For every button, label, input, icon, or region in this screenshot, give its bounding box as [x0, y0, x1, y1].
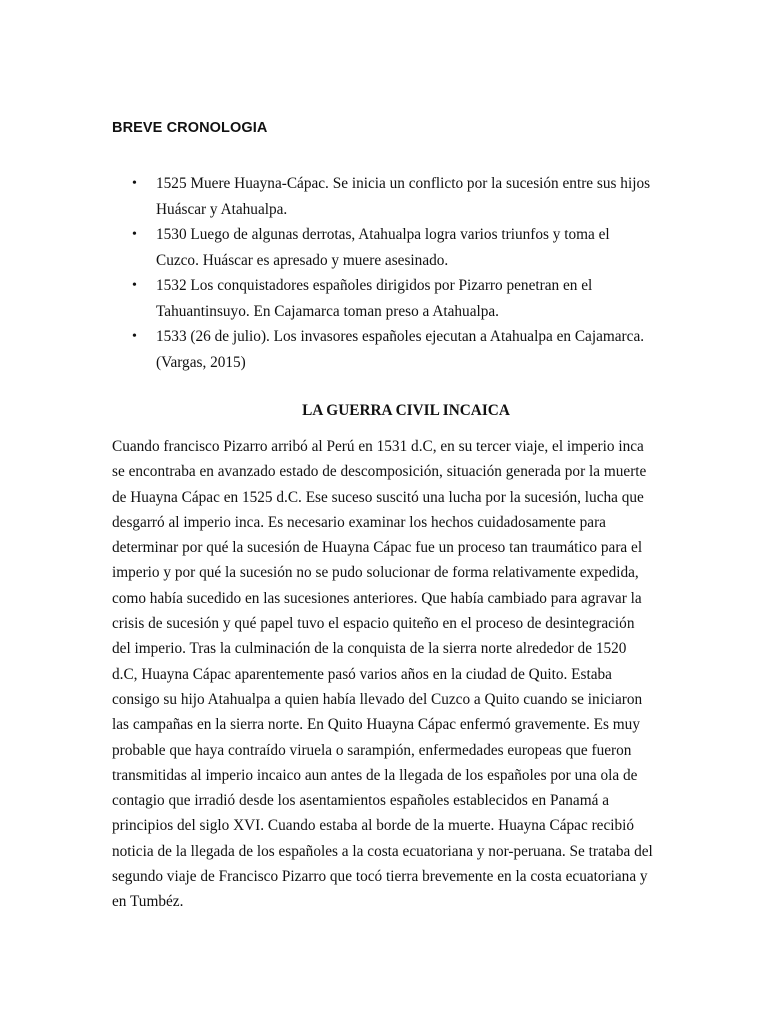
paragraph-line: segundo viaje de Francisco Pizarro que tocó tierra brevemente en la costa ecuatoriana y	[112, 868, 648, 886]
chronology-item-line: • 1532 Los conquistadores españoles dirigidos por Pizarro penetran en el	[156, 277, 593, 294]
chronology-list	[112, 171, 672, 375]
section-title: LA GUERRA CIVIL INCAICA	[302, 402, 510, 419]
chronology-item-line: (Vargas, 2015)	[156, 353, 246, 371]
paragraph-line: como había sucedido en las sucesiones anteriores. Que había cambiado para agravar la	[112, 589, 642, 607]
chronology-item	[112, 324, 672, 375]
paragraph-line: consigo su hijo Atahualpa a quien había llevado del Cuzco a Quito cuando se iniciaron	[112, 690, 643, 708]
paragraph-line: probable que haya contraído viruela o sarampión, enfermedades europeas que fueron	[112, 741, 632, 759]
paragraph-line: desgarró al imperio inca. Es necesario examinar los hechos cuidadosamente para	[112, 513, 606, 531]
chronology-item-line: • 1530 Luego de algunas derrotas, Atahualpa logra varios triunfos y toma el	[156, 226, 610, 243]
paragraph-line: del imperio. Tras la culminación de la conquista de la sierra norte alrededor de 1520	[112, 640, 627, 658]
paragraph-line: principios del siglo XVI. Cuando estaba al borde de la muerte. Huayna Cápac recibió	[112, 817, 635, 835]
paragraph-line: se encontraba en avanzado estado de descomposición, situación generada por la muerte	[112, 463, 647, 481]
paragraph-line: las campañas en la sierra norte. En Quito Huayna Cápac enfermó gravemente. Es muy	[112, 716, 640, 734]
paragraph-line: Cuando francisco Pizarro arribó al Perú en 1531 d.C, en su tercer viaje, el imperio inca	[112, 438, 644, 455]
chronology-item-line: Huáscar y Atahualpa.	[156, 200, 288, 218]
chronology-heading: BREVE CRONOLOGIA	[112, 120, 268, 136]
chronology-item-line: Cuzco. Huáscar es apresado y muere asesinado.	[156, 251, 449, 269]
chronology-item-line: • 1533 (26 de julio). Los invasores españoles ejecutan a Atahualpa en Cajamarca.	[156, 328, 645, 345]
paragraph-line: transmitidas al imperio incaico aun antes de la llegada de los españoles por una ola de	[112, 766, 638, 784]
paragraph-line: determinar por qué la sucesión de Huayna Cápac fue un proceso tan traumático para el	[112, 539, 643, 557]
paragraph-line: contagio que irradió desde los asentamientos españoles establecidos en Panamá a	[112, 792, 609, 810]
paragraph-line: de Huayna Cápac en 1525 d.C. Ese suceso suscitó una lucha por la sucesión, lucha que	[112, 488, 644, 506]
paragraph-line: imperio y por qué la sucesión no se pudo solucionar de forma relativamente expedida,	[112, 564, 639, 582]
chronology-item	[112, 171, 672, 222]
chronology-item	[112, 222, 672, 273]
chronology-item-line: • 1525 Muere Huayna-Cápac. Se inicia un conflicto por la sucesión entre sus hijos	[156, 175, 651, 192]
paragraph-line: en Tumbéz.	[112, 893, 184, 911]
chronology-item	[112, 273, 672, 324]
paragraph-line: noticia de la llegada de los españoles a la costa ecuatoriana y nor-peruana. Se trataba del	[112, 842, 653, 860]
body-paragraph	[112, 434, 658, 915]
paragraph-line: crisis de sucesión y qué papel tuvo el espacio quiteño en el proceso de desintegración	[112, 615, 635, 633]
chronology-item-line: Tahuantinsuyo. En Cajamarca toman preso a Atahualpa.	[156, 302, 499, 320]
paragraph-line: d.C, Huayna Cápac aparentemente pasó varios años en la ciudad de Quito. Estaba	[112, 665, 612, 683]
